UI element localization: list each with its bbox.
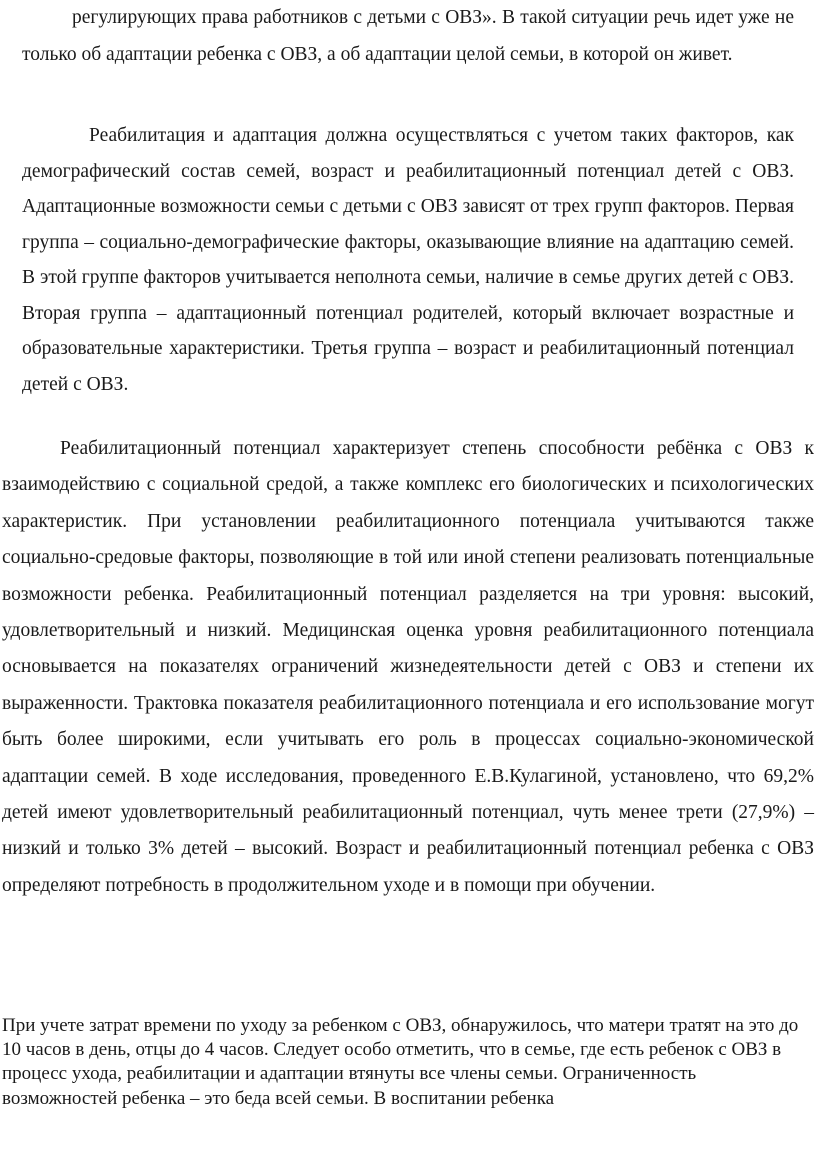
paragraph-rehabilitation-potential: Реабилитационный потенциал характеризует степень способности ребёнка с ОВЗ к взаимодействию с социальной средой, а также комплекс его биологических и психологических характеристик. При установлении реабилитационного потенциала учитываются также социально-средовые факторы, позволяющие в той или иной степени реализовать потенциальные возможности ребенка. Реабилитационный потенциал разделяется на три уровня: высокий, удовлетворительный и низкий. Медицинская оценка уровня реабилитационного потенциала основывается на показателях ограничений жизнедеятельности детей с ОВЗ и степени их выраженности. Трактовка показателя реабилитационного потенциала и его использование могут быть более широкими, если учитывать его роль в процессах социально-экономической адаптации семей. В ходе исследования, проведенного Е.В.Кулагиной, установлено, что 69,2% детей имеют удовлетворительный реабилитационный потенциал, чуть менее трети (27,9%) – низкий и только 3% детей – высокий. Возраст и реабилитационный потенциал ребенка с ОВЗ определяют потребность в продолжительном уходе и в помощи при обучении. — [2, 438, 814, 896]
paragraph-care-time: При учете затрат времени по уходу за ребенком с ОВЗ, обнаружилось, что матери тратят на это до 10 часов в день, отцы до 4 часов. Следует особо отметить, что в семье, где есть ребенок с ОВЗ в процесс ухода, реабилитации и адаптации втянуты все члены семьи. Ограниченность возможностей ребенка – это беда всей семьи. В воспитании ребенка — [2, 1015, 799, 1109]
paragraph-continuation: регулирующих права работников с детьми с ОВЗ». В такой ситуации речь идет уже не только об адаптации ребенка с ОВЗ, а об адаптации целой семьи, в которой он живет. — [22, 7, 794, 65]
paragraph-rehabilitation-factors: Реабилитация и адаптация должна осуществляться с учетом таких факторов, как демографический состав семей, возраст и реабилитационный потенциал детей с ОВЗ. Адаптационные возможности семьи с детьми с ОВЗ зависят от трех групп факторов. Первая группа – социально-демографические факторы, оказывающие влияние на адаптацию семей. В этой группе факторов учитывается неполнота семьи, наличие в семье других детей с ОВЗ. Вторая группа – адаптационный потенциал родителей, который включает возрастные и образовательные характеристики. Третья группа – возраст и реабилитационный потенциал детей с ОВЗ. — [22, 125, 794, 395]
